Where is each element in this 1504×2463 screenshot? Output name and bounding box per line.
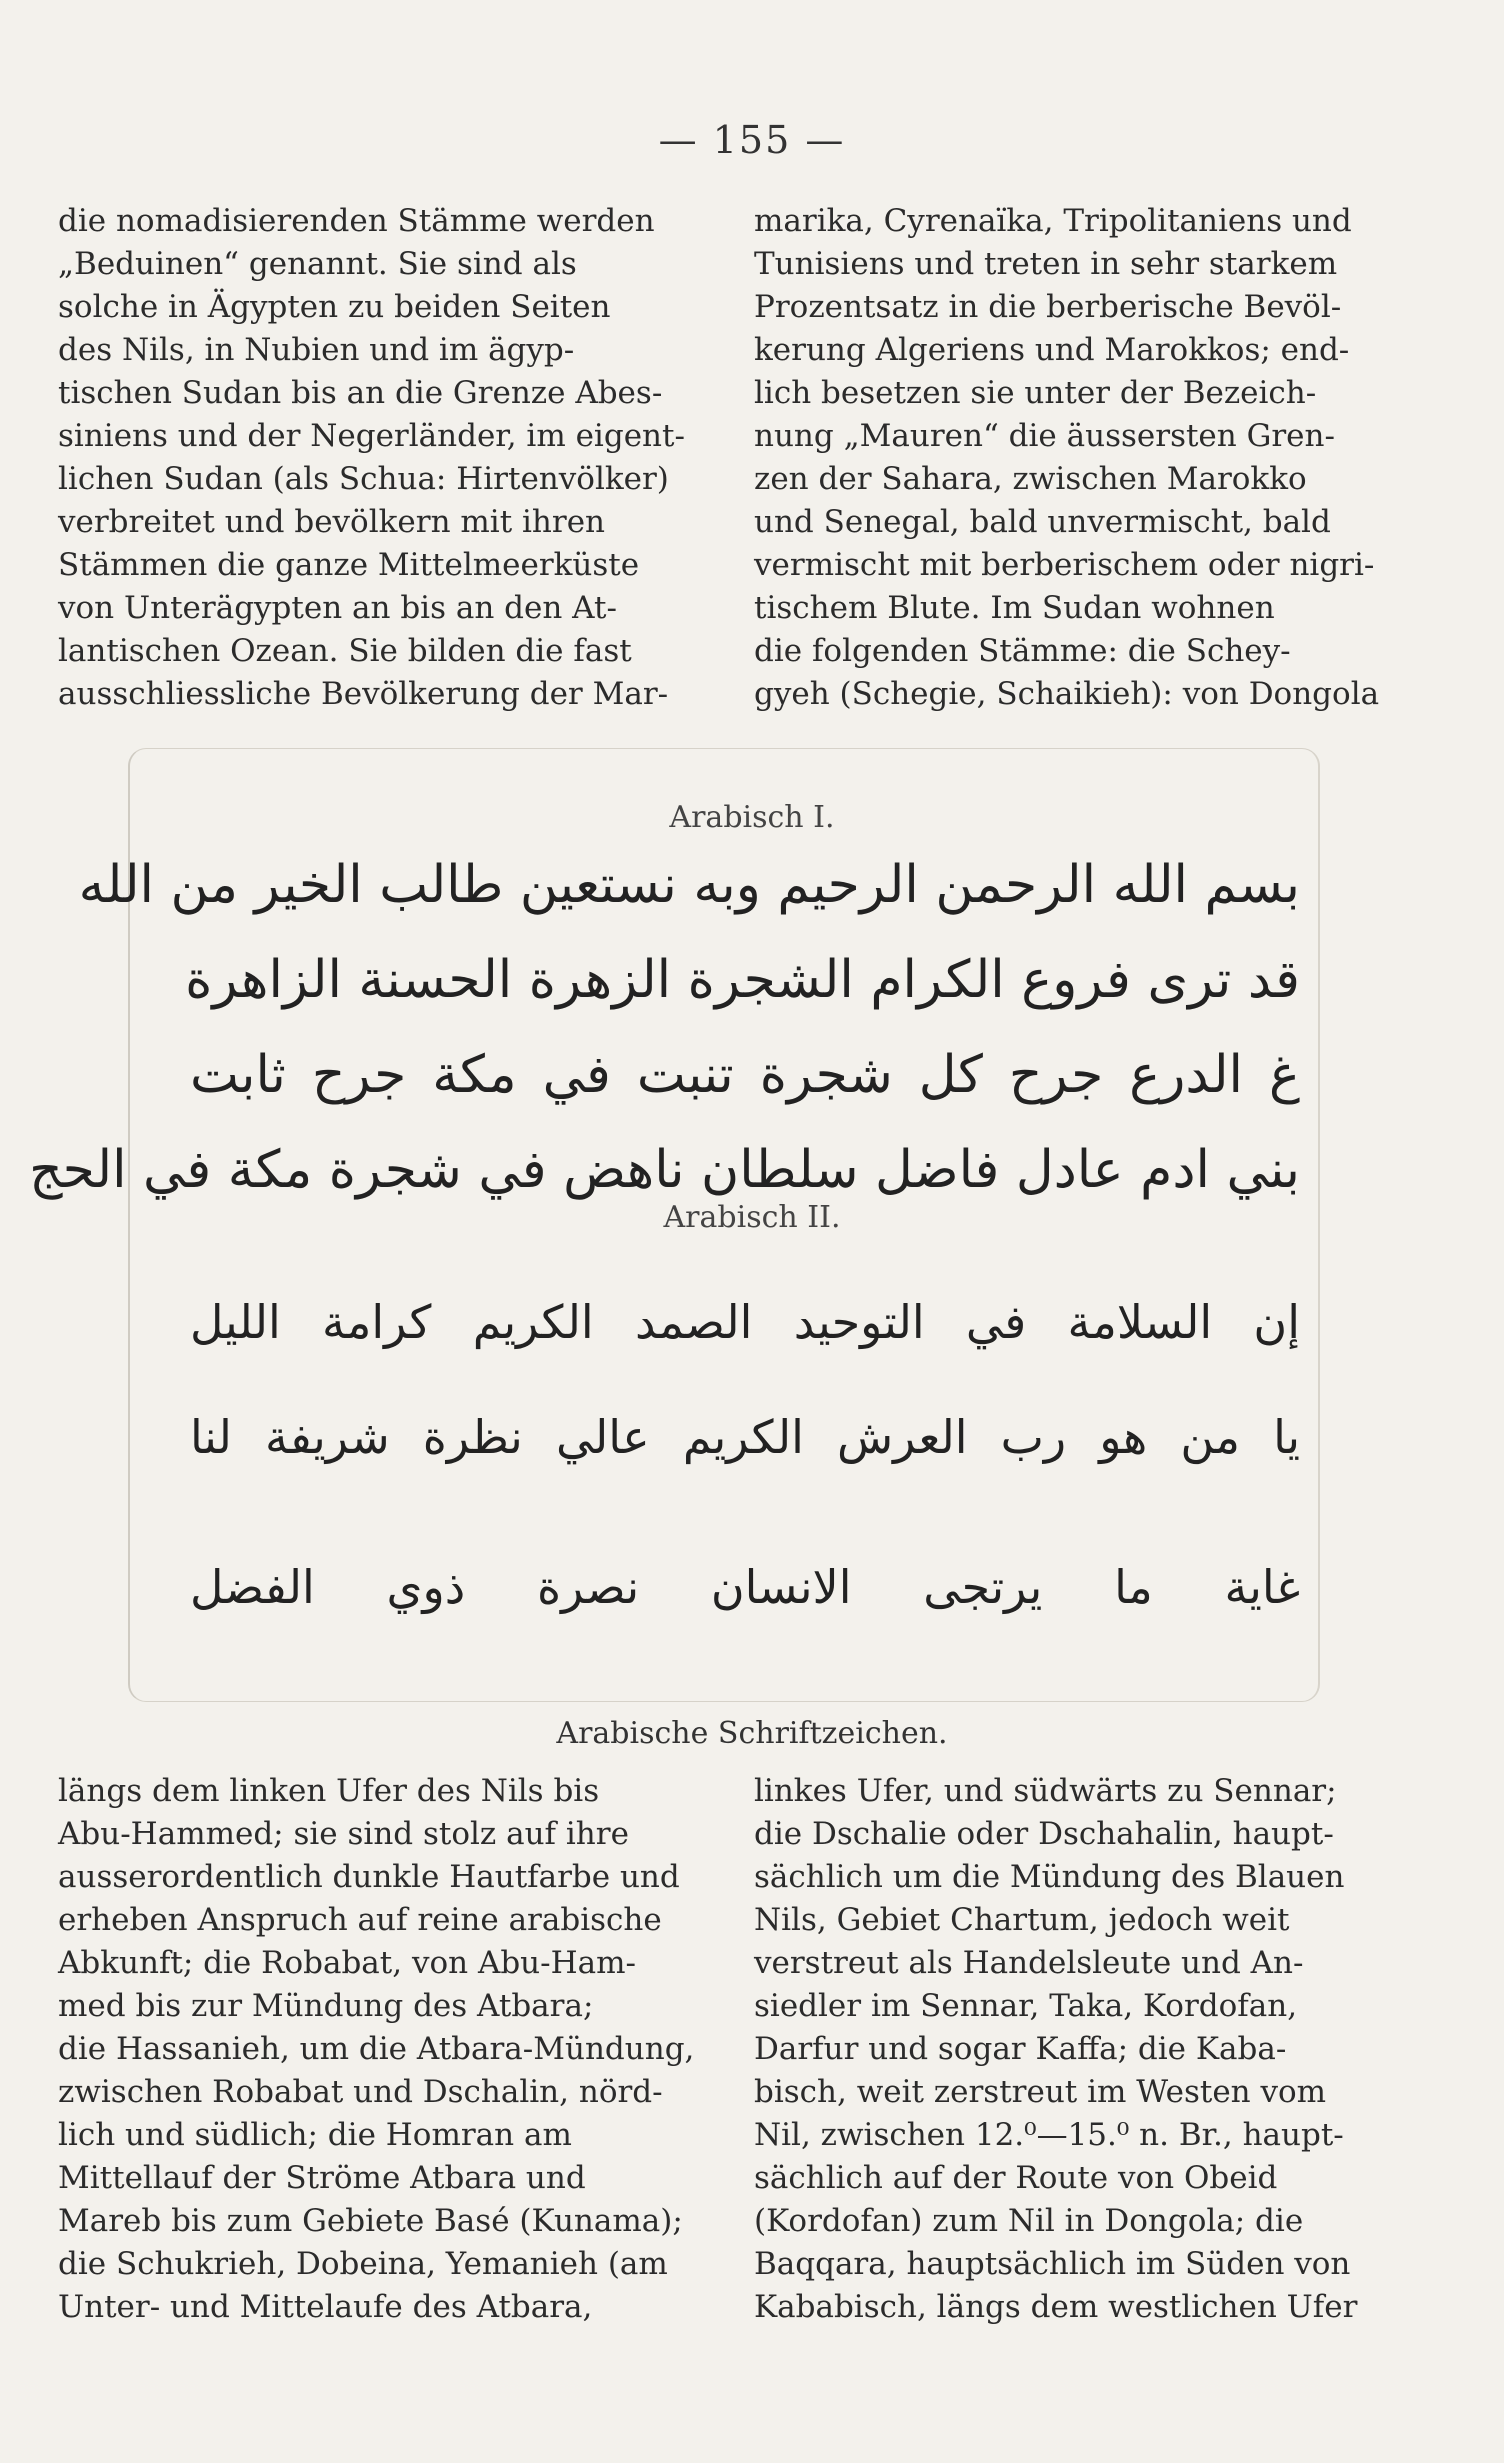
text-line: Mittellauf der Ströme Atbara und (58, 2160, 586, 2196)
text-line: des Nils, in Nubien und im ägyp- (58, 332, 575, 368)
arabic-script-line: بسم الله الرحمن الرحيم وبه نستعين طالب الخير من الله (78, 855, 1300, 915)
text-line: Abu-Hammed; sie sind stolz auf ihre (58, 1816, 629, 1852)
text-line: ausschliessliche Bevölkerung der Mar- (58, 676, 669, 712)
text-line: Mareb bis zum Gebiete Basé (Kunama); (58, 2203, 683, 2239)
text-line: nung „Mauren“ die äussersten Gren- (754, 418, 1335, 454)
text-line: und Senegal, bald unvermischt, bald (754, 504, 1331, 540)
text-line: „Beduinen“ genannt. Sie sind als (58, 246, 577, 282)
page-number: — 155 — (658, 118, 846, 162)
text-line: tischen Sudan bis an die Grenze Abes- (58, 375, 663, 411)
text-column-top-right (754, 200, 1394, 716)
text-line: Kababisch, längs dem westlichen Ufer (754, 2289, 1358, 2325)
text-line: vermischt mit berberischem oder nigri- (754, 547, 1375, 583)
text-line: Nil, zwischen 12.⁰—15.⁰ n. Br., haupt- (754, 2117, 1344, 2153)
arabic-script-line: غ الدرع جرح كل شجرة تنبت في مكة جرح ثابت (190, 1045, 1300, 1105)
text-line: (Kordofan) zum Nil in Dongola; die (754, 2203, 1304, 2239)
text-column-top-left (58, 200, 704, 716)
text-line: med bis zur Mündung des Atbara; (58, 1988, 594, 2024)
text-line: sächlich um die Mündung des Blauen (754, 1859, 1345, 1895)
text-line: Stämmen die ganze Mittelmeerküste (58, 547, 640, 583)
plate-caption: Arabische Schriftzeichen. (556, 1716, 948, 1751)
arabic-script-line: إن السلامة في التوحيد الصمد الكريم كرامة الليل (190, 1295, 1300, 1349)
text-column-bottom-right (754, 1770, 1394, 2329)
text-line: Nils, Gebiet Chartum, jedoch weit (754, 1902, 1290, 1938)
text-line: die Schukrieh, Dobeina, Yemanieh (am (58, 2246, 668, 2282)
text-line: lichen Sudan (als Schua: Hirtenvölker) (58, 461, 669, 497)
arabic-script-line: يا من هو رب العرش الكريم عالي نظرة شريفة لنا (190, 1410, 1300, 1464)
text-line: die nomadisierenden Stämme werden (58, 203, 655, 239)
text-column-bottom-left (58, 1770, 704, 2329)
text-line: Darfur und sogar Kaffa; die Kaba- (754, 2031, 1287, 2067)
text-line: erheben Anspruch auf reine arabische (58, 1902, 662, 1938)
text-line: sächlich auf der Route von Obeid (754, 2160, 1278, 2196)
text-line: marika, Cyrenaïka, Tripolitaniens und (754, 203, 1352, 239)
plate-heading-arabisch-2: Arabisch II. (663, 1200, 841, 1235)
text-line: verstreut als Handelsleute und An- (754, 1945, 1304, 1981)
text-line: lich und südlich; die Homran am (58, 2117, 572, 2153)
text-line: verbreitet und bevölkern mit ihren (58, 504, 606, 540)
text-line: zen der Sahara, zwischen Marokko (754, 461, 1307, 497)
text-line: solche in Ägypten zu beiden Seiten (58, 289, 611, 325)
text-line: lich besetzen sie unter der Bezeich- (754, 375, 1317, 411)
text-line: Tunisiens und treten in sehr starkem (754, 246, 1338, 282)
text-line: ausserordentlich dunkle Hautfarbe und (58, 1859, 680, 1895)
text-line: zwischen Robabat und Dschalin, nörd- (58, 2074, 663, 2110)
arabic-script-line: بني ادم عادل فاضل سلطان ناهض في شجرة مكة في الحج (29, 1140, 1300, 1200)
text-line: Prozentsatz in die berberische Bevöl- (754, 289, 1342, 325)
text-line: kerung Algeriens und Marokkos; end- (754, 332, 1350, 368)
text-line: von Unterägypten an bis an den At- (58, 590, 617, 626)
text-line: Unter- und Mittelaufe des Atbara, (58, 2289, 593, 2325)
plate-heading-arabisch-1: Arabisch I. (669, 800, 835, 835)
text-line: die Dschalie oder Dschahalin, haupt- (754, 1816, 1334, 1852)
text-line: siedler im Sennar, Taka, Kordofan, (754, 1988, 1298, 2024)
text-line: bisch, weit zerstreut im Westen vom (754, 2074, 1327, 2110)
arabic-script-line: غاية ما يرتجى الانسان نصرة ذوي الفضل (190, 1560, 1300, 1614)
text-line: gyeh (Schegie, Schaikieh): von Dongola (754, 676, 1380, 712)
text-line: siniens und der Negerländer, im eigent- (58, 418, 685, 454)
text-line: die folgenden Stämme: die Schey- (754, 633, 1291, 669)
text-line: lantischen Ozean. Sie bilden die fast (58, 633, 632, 669)
text-line: Baqqara, hauptsächlich im Süden von (754, 2246, 1351, 2282)
text-line: tischem Blute. Im Sudan wohnen (754, 590, 1275, 626)
text-line: Abkunft; die Robabat, von Abu-Ham- (58, 1945, 637, 1981)
text-line: linkes Ufer, und südwärts zu Sennar; (754, 1773, 1337, 1809)
text-line: längs dem linken Ufer des Nils bis (58, 1773, 600, 1809)
arabic-script-line: قد ترى فروع الكرام الشجرة الزهرة الحسنة الزاهرة (185, 950, 1300, 1010)
text-line: die Hassanieh, um die Atbara-Mündung, (58, 2031, 695, 2067)
